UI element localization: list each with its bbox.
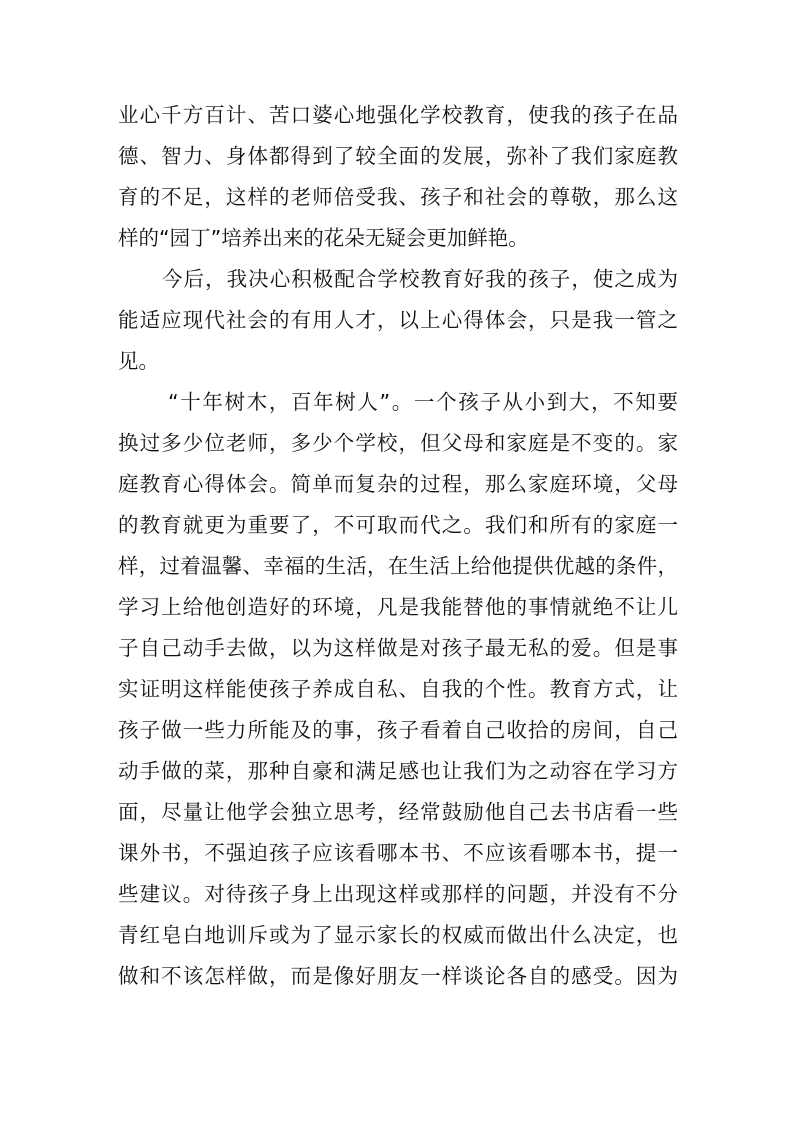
- text-line: 庭教育心得体会。简单而复杂的过程，那么家庭环境，父母: [118, 472, 678, 496]
- text-line: 学习上给他创造好的环境，凡是我能替他的事情就绝不让儿: [118, 595, 678, 619]
- paragraph-3: [118, 382, 678, 997]
- text-line: 孩子做一些力所能及的事，孩子看着自己收拾的房间，自己: [118, 718, 678, 742]
- text-line: 业心千方百计、苦口婆心地强化学校教育，使我的孩子在品: [118, 103, 678, 127]
- paragraph-2: [118, 259, 678, 382]
- text-line: 子自己动手去做，以为这样做是对孩子最无私的爱。但是事: [118, 636, 678, 660]
- text-line: 德、智力、身体都得到了较全面的发展，弥补了我们家庭教: [118, 144, 678, 168]
- text-line: 的教育就更为重要了，不可取而代之。我们和所有的家庭一: [118, 513, 678, 537]
- text-line: 青红皂白地训斥或为了显示家长的权威而做出什么决定，也: [118, 923, 678, 947]
- paragraph-1: [118, 95, 678, 259]
- text-line: 样的“园丁”培养出来的花朵无疑会更加鲜艳。: [118, 226, 529, 250]
- text-line: “十年树木，百年树人”。一个孩子从小到大，不知要: [168, 390, 678, 414]
- text-line: 动手做的菜，那种自豪和满足感也让我们为之动容在学习方: [118, 759, 678, 783]
- text-line: 面，尽量让他学会独立思考，经常鼓励他自己去书店看一些: [118, 800, 678, 824]
- text-line: 换过多少位老师，多少个学校，但父母和家庭是不变的。家: [118, 431, 678, 455]
- text-line: 今后，我决心积极配合学校教育好我的孩子，使之成为: [162, 267, 678, 291]
- text-line: 样，过着温馨、幸福的生活，在生活上给他提供优越的条件，: [118, 554, 678, 578]
- text-line: 能适应现代社会的有用人才，以上心得体会，只是我一管之: [118, 308, 678, 332]
- text-line: 见。: [118, 349, 159, 373]
- text-line: 课外书，不强迫孩子应该看哪本书、不应该看哪本书，提一: [118, 841, 678, 865]
- text-line: 育的不足，这样的老师倍受我、孩子和社会的尊敬，那么这: [118, 185, 678, 209]
- text-line: 实证明这样能使孩子养成自私、自我的个性。教育方式，让: [118, 677, 678, 701]
- text-line: 做和不该怎样做，而是像好朋友一样谈论各自的感受。因为: [118, 964, 678, 988]
- document-body: [118, 95, 678, 997]
- text-line: 些建议。对待孩子身上出现这样或那样的问题，并没有不分: [118, 882, 678, 906]
